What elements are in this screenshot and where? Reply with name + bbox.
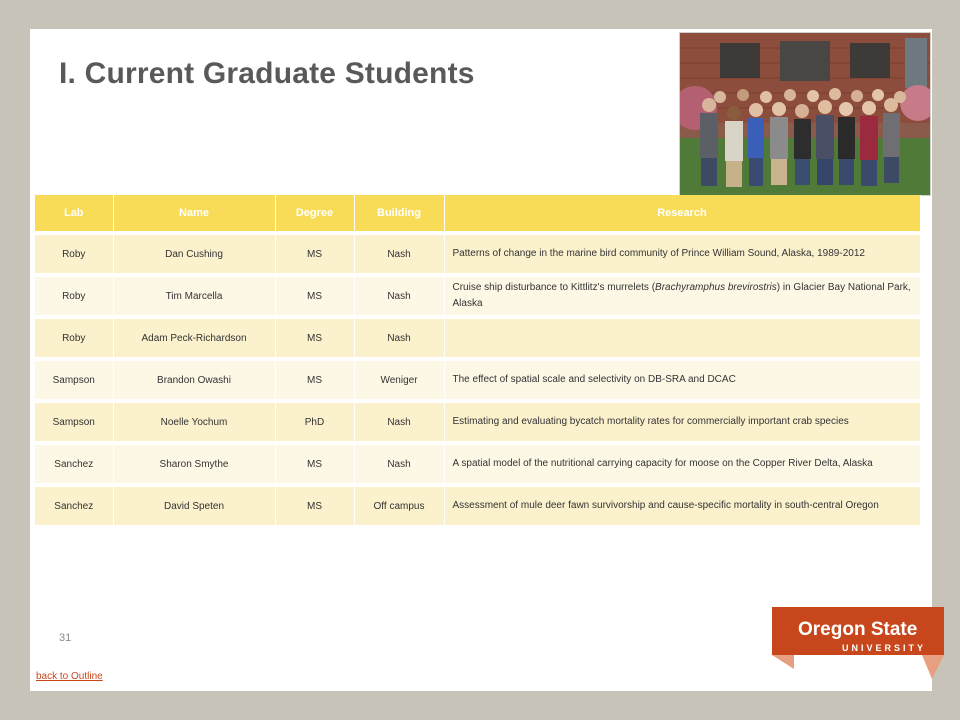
cell-lab: Roby — [35, 317, 113, 359]
cell-building: Nash — [354, 317, 444, 359]
group-photo — [679, 32, 931, 196]
cell-building: Nash — [354, 443, 444, 485]
cell-lab: Roby — [35, 275, 113, 317]
logo-line1: Oregon State — [798, 619, 918, 640]
cell-lab: Sanchez — [35, 443, 113, 485]
species-name: Brachyramphus brevirostris — [655, 282, 777, 293]
cell-research — [444, 317, 920, 359]
table-header-row — [35, 195, 920, 233]
cell-research: Patterns of change in the marine bird community of Prince William Sound, Alaska, 1989-2012 — [444, 233, 920, 275]
column-header-research: Research — [444, 195, 920, 233]
page-number: 31 — [59, 632, 72, 644]
cell-research: Estimating and evaluating bycatch mortality rates for commercially important crab species — [444, 401, 920, 443]
cell-name: Tim Marcella — [113, 275, 275, 317]
table-row — [35, 443, 920, 485]
table-row — [35, 317, 920, 359]
cell-research — [444, 275, 920, 317]
page-title: I. Current Graduate Students — [59, 57, 475, 90]
cell-building: Nash — [354, 401, 444, 443]
cell-lab: Sampson — [35, 359, 113, 401]
cell-lab: Roby — [35, 233, 113, 275]
cell-lab: Sampson — [35, 401, 113, 443]
cell-building: Weniger — [354, 359, 444, 401]
back-to-outline-link[interactable]: back to Outline — [36, 671, 103, 682]
graduate-students-table — [35, 195, 921, 525]
slide — [30, 29, 932, 691]
research-text: ) in Glacier Bay National Park, Alaska — [452, 282, 911, 309]
table-row — [35, 275, 920, 317]
cell-research: Assessment of mule deer fawn survivorship and cause-specific mortality in south-central Oregon — [444, 485, 920, 525]
cell-name: Brandon Owashi — [113, 359, 275, 401]
cell-degree: MS — [275, 359, 354, 401]
cell-name: Noelle Yochum — [113, 401, 275, 443]
research-text: Cruise ship disturbance to Kittlitz's murrelets ( — [452, 282, 656, 293]
table-row — [35, 485, 920, 525]
table-row — [35, 401, 920, 443]
cell-degree: MS — [275, 233, 354, 275]
cell-building: Nash — [354, 233, 444, 275]
cell-degree: MS — [275, 443, 354, 485]
cell-research: The effect of spatial scale and selectivity on DB-SRA and DCAC — [444, 359, 920, 401]
cell-name: Sharon Smythe — [113, 443, 275, 485]
table-row — [35, 359, 920, 401]
column-header-degree: Degree — [275, 195, 354, 233]
table-row — [35, 233, 920, 275]
cell-degree: MS — [275, 485, 354, 525]
cell-degree: MS — [275, 317, 354, 359]
cell-name: Dan Cushing — [113, 233, 275, 275]
logo-line2: UNIVERSITY — [842, 643, 927, 653]
cell-building: Nash — [354, 275, 444, 317]
cell-name: Adam Peck-Richardson — [113, 317, 275, 359]
cell-name: David Speten — [113, 485, 275, 525]
cell-lab: Sanchez — [35, 485, 113, 525]
oregon-state-logo — [772, 607, 944, 679]
cell-building: Off campus — [354, 485, 444, 525]
cell-degree: PhD — [275, 401, 354, 443]
cell-degree: MS — [275, 275, 354, 317]
column-header-building: Building — [354, 195, 444, 233]
column-header-name: Name — [113, 195, 275, 233]
column-header-lab: Lab — [35, 195, 113, 233]
cell-research: A spatial model of the nutritional carrying capacity for moose on the Copper River Delta, Alaska — [444, 443, 920, 485]
